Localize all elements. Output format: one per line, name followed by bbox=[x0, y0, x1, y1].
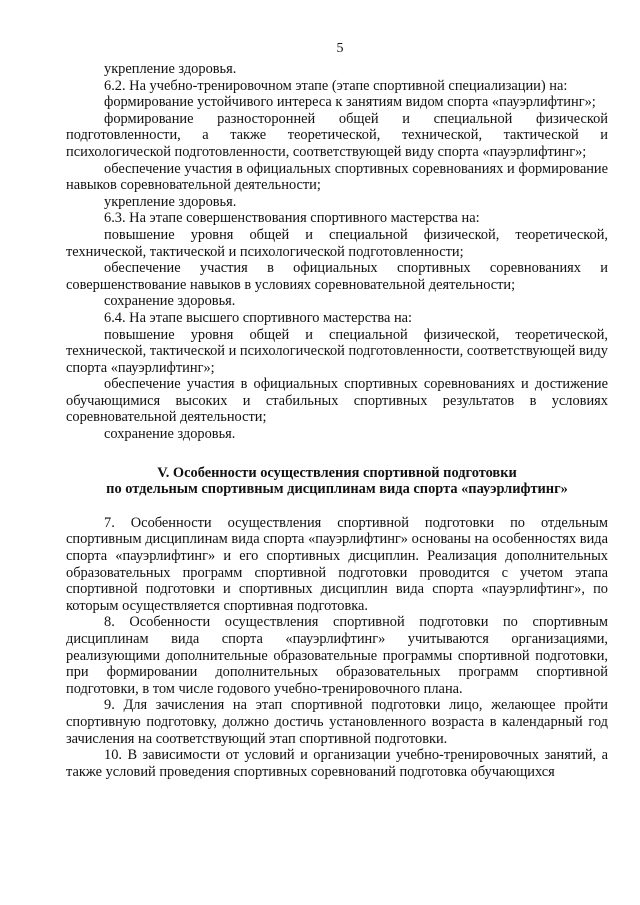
paragraph: 6.2. На учебно-тренировочном этапе (этапе спортивной специализации) на: bbox=[104, 77, 568, 94]
paragraph: 9. Для зачисления на этап спортивной подготовки лицо, желающее пройти спортивную подготовку, должно достичь установленного возраста в календарный год зачисления на соответствующий этап спортивной подготовки. bbox=[66, 697, 608, 747]
page-number: 5 bbox=[336, 41, 344, 56]
section-title-line-1: V. Особенности осуществления спортивной подготовки bbox=[157, 464, 517, 481]
paragraph: обеспечение участия в официальных спортивных соревнованиях и формирование навыков соревновательной деятельности; bbox=[66, 160, 608, 194]
paragraph: сохранение здоровья. bbox=[104, 293, 236, 310]
paragraph: 6.4. На этапе высшего спортивного мастерства на: bbox=[104, 309, 413, 326]
paragraph: повышение уровня общей и специальной физической, теоретической, технической, тактической и психологической подготовленности, соответствующей виду спорта «пауэрлифтинг»; bbox=[66, 326, 608, 376]
paragraph: 7. Особенности осуществления спортивной подготовки по отдельным спортивным дисциплинам вида спорта «пауэрлифтинг» основаны на особенностях вида спорта «пауэрлифтинг» и его спортивных дисциплин. Реализация дополнительных образовательных программ спортивной подготовки проводится с учетом этапа спортивной подготовки и спортивных дисциплин вида спорта «пауэрлифтинг», по которым осуществляется спортивная подготовка. bbox=[66, 514, 608, 614]
paragraph: укрепление здоровья. bbox=[104, 61, 237, 77]
document-body bbox=[66, 61, 608, 780]
paragraph: 8. Особенности осуществления спортивной подготовки по спортивным дисциплинам вида спорта «пауэрлифтинг» учитываются организациями, реализующими дополнительные образовательные программы спортивной подготовки, при формировании дополнительных образовательных программ спортивной подготовки, в том числе годового учебно-тренировочного плана. bbox=[66, 614, 608, 697]
paragraph: формирование разносторонней общей и специальной физической подготовленности, а также теоретической, технической, тактической и психологической подготовленности, соответствующей виду спорта «пауэрлифтинг»; bbox=[66, 110, 608, 160]
paragraph: обеспечение участия в официальных спортивных соревнованиях и достижение обучающимися высоких и стабильных спортивных результатов в условиях соревновательной деятельности; bbox=[66, 376, 608, 426]
paragraph: 10. В зависимости от условий и организации учебно-тренировочных занятий, а также условий проведения спортивных соревнований подготовка обучающихся bbox=[66, 747, 608, 780]
section-title-line-2: по отдельным спортивным дисциплинам вида спорта «пауэрлифтинг» bbox=[106, 481, 568, 498]
paragraph: 6.3. На этапе совершенствования спортивного мастерства на: bbox=[104, 210, 480, 227]
paragraph: укрепление здоровья. bbox=[104, 193, 237, 210]
paragraph: обеспечение участия в официальных спортивных соревнованиях и совершенствование навыков в условиях соревновательной деятельности; bbox=[66, 260, 608, 293]
paragraph: повышение уровня общей и специальной физической, теоретической, технической, тактической и психологической подготовленности; bbox=[66, 226, 608, 260]
spacer bbox=[66, 498, 608, 515]
paragraph: формирование устойчивого интереса к занятиям видом спорта «пауэрлифтинг»; bbox=[104, 94, 596, 111]
paragraph: сохранение здоровья. bbox=[104, 426, 236, 443]
spacer bbox=[66, 443, 608, 465]
